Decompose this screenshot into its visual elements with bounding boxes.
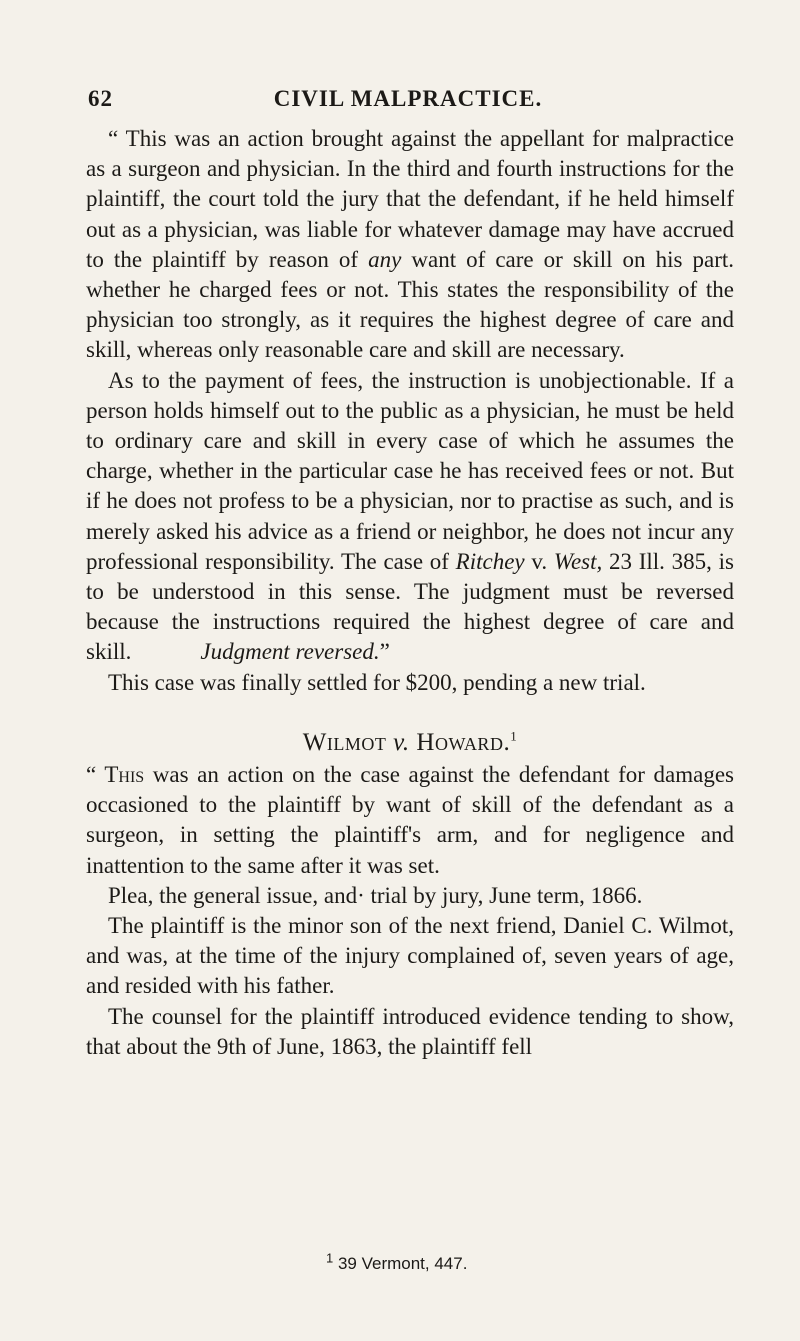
- footnote-mark: 1: [326, 1250, 334, 1266]
- paragraph: This case was finally settled for $200, pending a new trial.: [108, 669, 646, 695]
- case-heading: Wilmot v. Howard.$^1$: [302, 728, 518, 756]
- paragraph: The plaintiff is the minor son of the next friend, Daniel C. Wilmot, and was, at the time of the injury complained of, seven years of age, and resided with his father.: [86, 913, 734, 999]
- footnote-ref: 1: [510, 728, 518, 744]
- running-header: [88, 86, 728, 116]
- case-citation-name: West,: [553, 548, 603, 574]
- page-body: [86, 124, 734, 1062]
- page-number: 62: [88, 86, 113, 111]
- emphasis: any: [368, 246, 402, 272]
- paragraph: The counsel for the plaintiff introduced evidence tending to show, that about the 9th of June, 1863, the plaintiff fell: [86, 1003, 734, 1059]
- paragraph: “ This was an action brought against the appellant for malpractice as a surgeon and physician. In the third and fourth instructions for the plaintiff, the court told the jury that the defendant, if he held himself out as a physician, was liable for whatever damage may have accrued to the plaintiff by reason of any want of care or skill on his part. whether he charged fees or not. This states the responsibility of the physician too strongly, as it requires the highest degree of care and skill, whereas only reasonable care and skill are necessary.: [86, 126, 734, 363]
- paragraph: “ This was an action on the case against the defendant for damages occasioned to the plaintiff by want of skill of the defendant as a surgeon, in setting the plaintiff's arm, and for negligence and inattention to the same after it was set.: [86, 762, 735, 878]
- paragraph: Plea, the general issue, and· trial by jury, June term, 1866.: [108, 882, 643, 908]
- judgment-label: Judgment reversed.: [200, 639, 380, 665]
- case-citation-name: Ritchey: [455, 548, 525, 574]
- running-title: CIVIL MALPRACTICE.: [273, 86, 543, 111]
- footnote: $^1$ 39 Vermont, 447.: [326, 1250, 468, 1273]
- paragraph: As to the payment of fees, the instruction is unobjectionable. If a person holds himself out to the public as a physician, he must be held to ordinary care and skill in every case of which he assumes the charge, whether in the particular case he has received fees or not. But if he does not profess to be a physician, nor to practise as such, and is merely asked his advice as a friend or neighbor, he does not incur any professional responsibility. The case of Ritchey v. West, 23 Ill. 385, is to be understood in this sense. The judgment must be reversed because the instructions required the highest degree of care and skill. Judgment reversed.”: [86, 367, 734, 665]
